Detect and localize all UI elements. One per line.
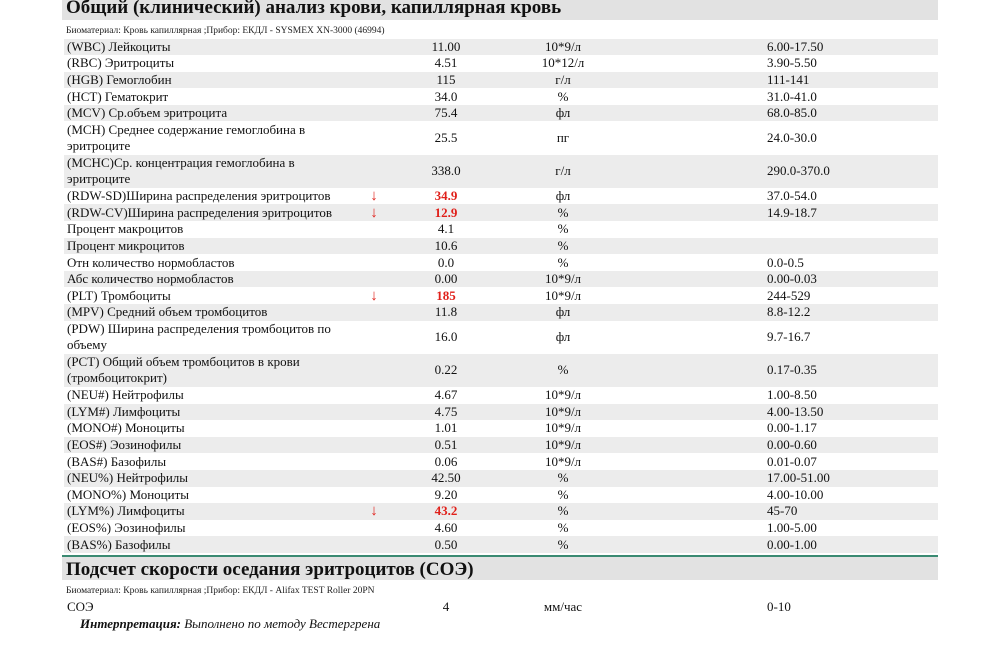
result-value: 0.50 bbox=[388, 536, 504, 553]
result-value: 4.60 bbox=[434, 520, 458, 536]
reference-range: 8.8-12.2 bbox=[764, 304, 938, 321]
reference-range: 45-70 bbox=[764, 503, 938, 520]
reference-range: 4.00-10.00 bbox=[767, 486, 824, 502]
result-unit: % bbox=[557, 254, 569, 270]
reference-range: 0.01-0.07 bbox=[767, 453, 817, 469]
result-value: 4.51 bbox=[434, 55, 458, 71]
spacer bbox=[622, 221, 764, 238]
table-row bbox=[64, 404, 938, 421]
result-value: 12.9 bbox=[388, 204, 504, 221]
reference-range: 4.00-13.50 bbox=[764, 404, 938, 421]
reference-range: 0.00-0.60 bbox=[764, 437, 938, 454]
arrow-down-icon bbox=[360, 487, 388, 504]
spacer bbox=[622, 387, 764, 404]
section-title-cbc: Общий (клинический) анализ крови, капиллярная кровь bbox=[62, 0, 938, 20]
test-name: (WBC) Лейкоциты bbox=[64, 39, 360, 56]
reference-range: 0.17-0.35 bbox=[764, 354, 938, 387]
table-row bbox=[64, 287, 938, 304]
result-unit: пг bbox=[556, 130, 570, 146]
result-value: 0.22 bbox=[388, 354, 504, 387]
interpretation-label: Интерпретация: bbox=[80, 616, 181, 631]
test-name: (PCT) Общий объем тромбоцитов в крови (тромбоцитокрит) bbox=[64, 354, 360, 387]
arrow-down-icon bbox=[360, 437, 388, 454]
table-row bbox=[64, 39, 938, 56]
test-name: (LYM%) Лимфоциты bbox=[64, 503, 360, 520]
test-name: (BAS#) Базофилы bbox=[67, 453, 167, 469]
result-unit: % bbox=[557, 520, 569, 536]
reference-range bbox=[764, 221, 938, 238]
result-unit: % bbox=[504, 204, 622, 221]
result-value: 4.67 bbox=[434, 387, 458, 403]
spacer bbox=[622, 437, 764, 454]
reference-range: 3.90-5.50 bbox=[767, 55, 817, 71]
result-value: 0.51 bbox=[388, 437, 504, 454]
arrow-down-icon bbox=[360, 321, 388, 354]
result-value: 9.20 bbox=[434, 486, 458, 502]
arrow-down-icon bbox=[360, 105, 388, 122]
arrow-down-icon: ↓ bbox=[370, 287, 378, 304]
reference-range: 1.00-5.00 bbox=[767, 520, 817, 536]
biomaterial-info-esr: Биоматериал: Кровь капиллярная ;Прибор: ЕКДЛ - Alifax TEST Roller 20PN bbox=[66, 586, 375, 596]
arrow-down-icon bbox=[360, 254, 388, 271]
reference-range: 68.0-85.0 bbox=[764, 105, 938, 122]
spacer bbox=[622, 55, 764, 72]
table-row bbox=[64, 72, 938, 89]
reference-range: 0-10 bbox=[767, 598, 791, 614]
test-name: (NEU%) Нейтрофилы bbox=[64, 470, 360, 487]
arrow-down-icon bbox=[360, 520, 388, 537]
result-value: 10.6 bbox=[388, 238, 504, 255]
arrow-down-icon bbox=[360, 420, 388, 437]
test-name: (RBC) Эритроциты bbox=[67, 55, 175, 71]
test-name: (MCV) Ср.объем эритроцита bbox=[64, 105, 360, 122]
table-row bbox=[64, 520, 938, 537]
table-row bbox=[64, 88, 938, 105]
test-name: (NEU#) Нейтрофилы bbox=[67, 387, 184, 403]
result-unit: 10*9/л bbox=[504, 437, 622, 454]
result-value: 0.0 bbox=[437, 254, 455, 270]
section-title-esr: Подсчет скорости оседания эритроцитов (СОЭ) bbox=[62, 555, 938, 580]
results-table-esr bbox=[64, 598, 938, 615]
reference-range: 111-141 bbox=[764, 72, 938, 89]
result-value: 4.1 bbox=[437, 221, 455, 237]
table-row bbox=[64, 55, 938, 72]
result-unit: % bbox=[557, 486, 569, 502]
table-row bbox=[64, 155, 938, 188]
test-name: (EOS#) Эозинофилы bbox=[64, 437, 360, 454]
table-row bbox=[64, 503, 938, 520]
result-value: 4.75 bbox=[388, 404, 504, 421]
table-row bbox=[64, 254, 938, 271]
reference-range bbox=[764, 238, 938, 255]
reference-range: 0.0-0.5 bbox=[767, 254, 804, 270]
result-value: 185 bbox=[436, 287, 456, 303]
spacer bbox=[622, 304, 764, 321]
table-row bbox=[64, 354, 938, 387]
reference-range: 24.0-30.0 bbox=[767, 130, 817, 146]
arrow-down-icon bbox=[360, 271, 388, 288]
spacer bbox=[622, 72, 764, 89]
test-name: (EOS%) Эозинофилы bbox=[67, 520, 186, 536]
table-row bbox=[64, 204, 938, 221]
result-unit: % bbox=[557, 221, 569, 237]
result-unit: % bbox=[557, 88, 569, 104]
spacer bbox=[622, 121, 764, 154]
test-name: (MONO%) Моноциты bbox=[67, 486, 189, 502]
arrow-down-icon bbox=[360, 453, 388, 470]
spacer bbox=[622, 155, 764, 188]
table-row bbox=[64, 598, 938, 615]
result-unit: 10*9/л bbox=[504, 39, 622, 56]
reference-range: 9.7-16.7 bbox=[767, 329, 811, 345]
test-name: СОЭ bbox=[67, 598, 94, 614]
test-name: (BAS%) Базофилы bbox=[64, 536, 360, 553]
arrow-down-icon bbox=[360, 536, 388, 553]
spacer bbox=[622, 254, 764, 271]
result-unit: 10*9/л bbox=[504, 271, 622, 288]
result-value: 4 bbox=[442, 598, 450, 614]
test-name: (MONO#) Моноциты bbox=[67, 420, 185, 436]
result-unit: % bbox=[504, 536, 622, 553]
spacer bbox=[622, 470, 764, 487]
result-unit: % bbox=[504, 354, 622, 387]
arrow-down-icon bbox=[360, 221, 388, 238]
arrow-down-icon bbox=[360, 387, 388, 404]
result-value: 0.06 bbox=[434, 453, 458, 469]
reference-range: 6.00-17.50 bbox=[764, 39, 938, 56]
reference-range: 14.9-18.7 bbox=[764, 204, 938, 221]
result-value: 16.0 bbox=[434, 329, 458, 345]
spacer bbox=[622, 354, 764, 387]
table-row bbox=[64, 321, 938, 354]
spacer bbox=[622, 204, 764, 221]
spacer bbox=[622, 188, 764, 205]
reference-range: 31.0-41.0 bbox=[767, 88, 817, 104]
test-name: Процент макроцитов bbox=[67, 221, 184, 237]
result-value: 42.50 bbox=[388, 470, 504, 487]
table-row bbox=[64, 470, 938, 487]
result-unit: г/л bbox=[504, 155, 622, 188]
arrow-down-icon bbox=[360, 155, 388, 188]
arrow-down-icon bbox=[360, 88, 388, 105]
table-row bbox=[64, 536, 938, 553]
spacer bbox=[622, 105, 764, 122]
interpretation-note bbox=[80, 616, 380, 632]
result-unit: 10*9/л bbox=[504, 404, 622, 421]
result-unit: 10*9/л bbox=[544, 287, 582, 303]
arrow-down-icon: ↓ bbox=[360, 503, 388, 520]
result-unit: % bbox=[504, 470, 622, 487]
spacer bbox=[622, 88, 764, 105]
result-unit: фл bbox=[504, 105, 622, 122]
result-value: 43.2 bbox=[388, 503, 504, 520]
result-value: 34.0 bbox=[434, 88, 458, 104]
test-name: (MCH) Среднее содержание гемоглобина в эритроците bbox=[67, 122, 306, 154]
test-name: (MCHC)Ср. концентрация гемоглобина в эритроците bbox=[64, 155, 360, 188]
test-name: (RDW-SD)Ширина распределения эритроцитов bbox=[67, 188, 331, 204]
arrow-down-icon bbox=[360, 404, 388, 421]
arrow-down-icon bbox=[360, 304, 388, 321]
result-value: 115 bbox=[388, 72, 504, 89]
result-value: 0.00 bbox=[388, 271, 504, 288]
spacer bbox=[622, 503, 764, 520]
table-row bbox=[64, 437, 938, 454]
test-name: (MPV) Средний объем тромбоцитов bbox=[64, 304, 360, 321]
spacer bbox=[622, 238, 764, 255]
result-unit: % bbox=[504, 238, 622, 255]
test-name: (HGB) Гемоглобин bbox=[64, 72, 360, 89]
table-row bbox=[64, 420, 938, 437]
table-row bbox=[64, 188, 938, 205]
result-unit: 10*12/л bbox=[541, 55, 585, 71]
reference-range: 0.00-0.03 bbox=[764, 271, 938, 288]
result-unit: фл bbox=[504, 304, 622, 321]
table-row bbox=[64, 271, 938, 288]
arrow-down-icon bbox=[360, 72, 388, 89]
table-row bbox=[64, 487, 938, 504]
spacer bbox=[622, 39, 764, 56]
table-row bbox=[64, 387, 938, 404]
result-value: 25.5 bbox=[434, 130, 458, 146]
result-value: 75.4 bbox=[388, 105, 504, 122]
test-name: (RDW-CV)Ширина распределения эритроцитов bbox=[64, 204, 360, 221]
spacer bbox=[622, 536, 764, 553]
reference-range: 17.00-51.00 bbox=[764, 470, 938, 487]
table-row bbox=[64, 121, 938, 154]
spacer bbox=[622, 404, 764, 421]
result-unit: 10*9/л bbox=[544, 387, 582, 403]
test-name: Отн количество нормобластов bbox=[67, 254, 235, 270]
arrow-down-icon bbox=[360, 470, 388, 487]
spacer bbox=[622, 271, 764, 288]
test-name: (HCT) Гематокрит bbox=[67, 88, 169, 104]
interpretation-text: Выполнено по методу Вестергрена bbox=[184, 616, 381, 631]
test-name: Абс количество нормобластов bbox=[64, 271, 360, 288]
spacer bbox=[622, 321, 764, 354]
table-row bbox=[64, 453, 938, 470]
reference-range: 290.0-370.0 bbox=[764, 155, 938, 188]
reference-range: 0.00-1.17 bbox=[767, 420, 817, 436]
spacer bbox=[622, 453, 764, 470]
table-row bbox=[64, 238, 938, 255]
table-row bbox=[64, 105, 938, 122]
reference-range: 37.0-54.0 bbox=[767, 188, 817, 204]
biomaterial-info-cbc: Биоматериал: Кровь капиллярная ;Прибор: ЕКДЛ - SYSMEX XN-3000 (46994) bbox=[66, 26, 385, 36]
result-value: 1.01 bbox=[434, 420, 458, 436]
spacer bbox=[622, 287, 764, 304]
reference-range: 1.00-8.50 bbox=[767, 387, 817, 403]
result-unit: фл bbox=[555, 329, 571, 345]
arrow-down-icon bbox=[360, 238, 388, 255]
spacer bbox=[622, 487, 764, 504]
result-unit: г/л bbox=[504, 72, 622, 89]
test-name: (PDW) Ширина распределения тромбоцитов по объему bbox=[67, 321, 331, 353]
reference-range: 244-529 bbox=[767, 287, 811, 303]
result-value: 11.00 bbox=[388, 39, 504, 56]
spacer bbox=[622, 520, 764, 537]
result-value: 338.0 bbox=[388, 155, 504, 188]
test-name: (LYM#) Лимфоциты bbox=[64, 404, 360, 421]
result-unit: мм/час bbox=[543, 598, 583, 614]
results-table-cbc bbox=[64, 39, 938, 553]
result-unit: 10*9/л bbox=[544, 453, 582, 469]
result-value: 11.8 bbox=[388, 304, 504, 321]
arrow-down-icon bbox=[360, 121, 388, 154]
arrow-down-icon bbox=[360, 39, 388, 56]
arrow-down-icon: ↓ bbox=[360, 204, 388, 221]
result-unit: % bbox=[504, 503, 622, 520]
test-name: Процент микроцитов bbox=[64, 238, 360, 255]
table-row bbox=[64, 304, 938, 321]
spacer bbox=[622, 420, 764, 437]
result-unit: 10*9/л bbox=[544, 420, 582, 436]
arrow-down-icon bbox=[360, 354, 388, 387]
arrow-down-icon: ↓ bbox=[370, 188, 378, 205]
result-value: 34.9 bbox=[434, 188, 458, 204]
reference-range: 0.00-1.00 bbox=[764, 536, 938, 553]
table-row bbox=[64, 221, 938, 238]
arrow-down-icon bbox=[360, 55, 388, 72]
test-name: (PLT) Тромбоциты bbox=[67, 287, 171, 303]
result-unit: фл bbox=[555, 188, 571, 204]
